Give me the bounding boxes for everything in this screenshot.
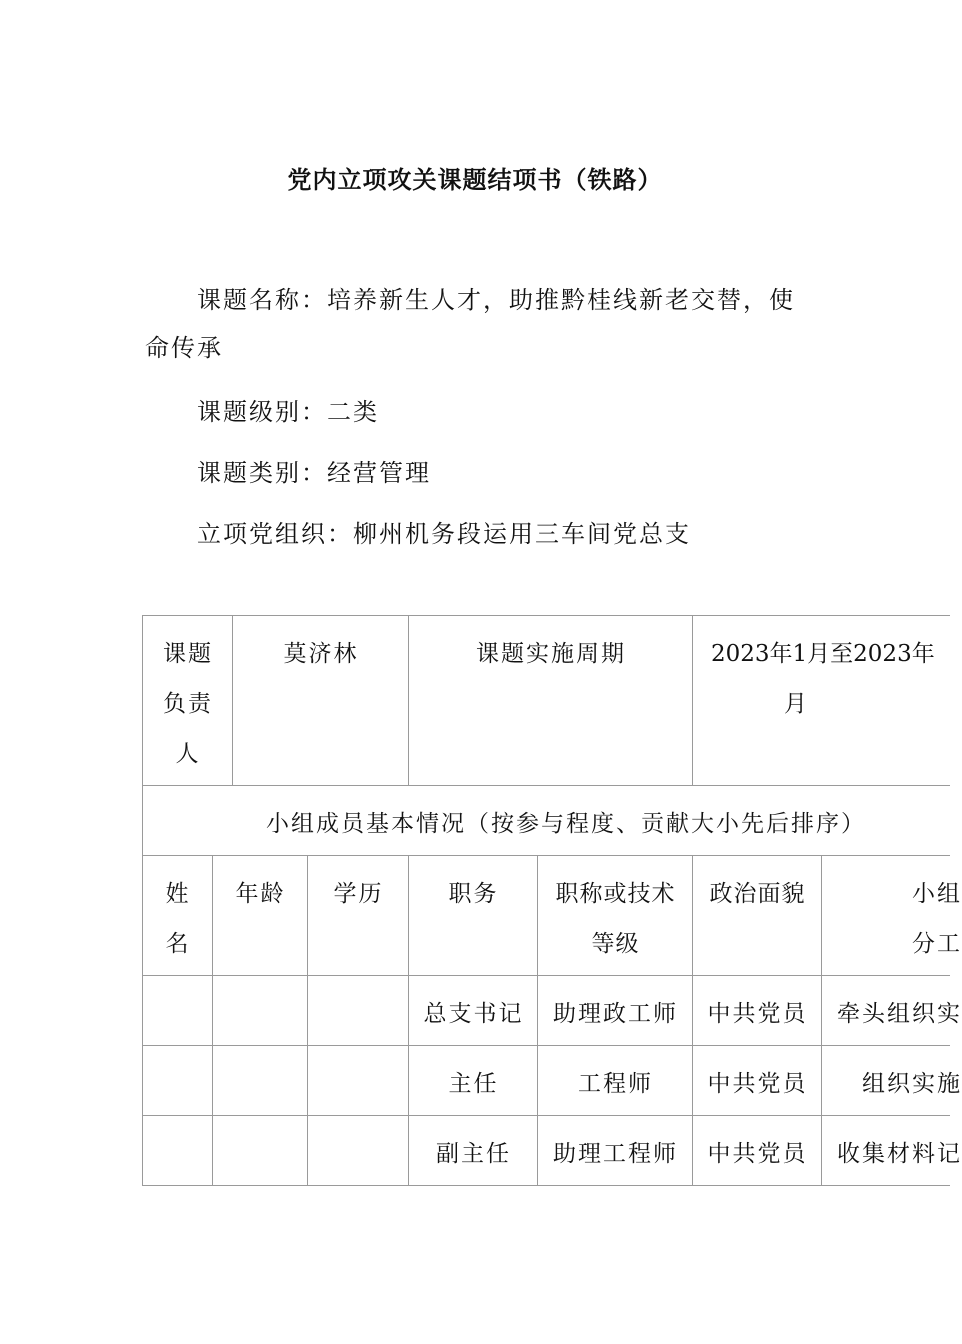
leader-name: 莫济林: [283, 641, 359, 667]
header-name-line: 姓: [165, 881, 191, 907]
cell-role-text: 组织实施: [862, 1071, 962, 1097]
header-name: [142, 855, 213, 976]
header-age: [212, 855, 308, 976]
cell-age: [212, 1045, 308, 1116]
leader-label-line: 人: [175, 741, 201, 767]
members-heading-cell: [142, 785, 950, 856]
header-role-line: 小组: [912, 881, 962, 907]
header-position-label: 职务: [448, 881, 499, 907]
project-party-org: 立项党组织：柳州机务段运用三车间党总支: [197, 520, 691, 548]
cell-political: [692, 1115, 822, 1186]
topic-level: 课题级别：二类: [197, 398, 379, 426]
cell-education: [307, 1045, 409, 1116]
cell-political-text: 中共党员: [707, 1001, 808, 1027]
cell-position-text: 主任: [448, 1071, 499, 1097]
cell-political-text: 中共党员: [707, 1141, 808, 1167]
cell-position: [408, 1115, 538, 1186]
period-label: 课题实施周期: [476, 641, 626, 667]
cell-political: [692, 1045, 822, 1116]
cell-education: [307, 975, 409, 1046]
cell-name: [142, 975, 213, 1046]
cell-role: [821, 975, 962, 1046]
header-title-line: 职称或技术: [555, 881, 676, 907]
header-position: [408, 855, 538, 976]
members-heading: 小组成员基本情况（按参与程度、贡献大小先后排序）: [266, 811, 866, 837]
header-education-label: 学历: [333, 881, 384, 907]
document-title: 党内立项攻关课题结项书（铁路）: [287, 165, 663, 194]
cell-title-text: 助理工程师: [553, 1141, 678, 1167]
cell-position: [408, 1045, 538, 1116]
cell-role-text: 牵头组织实: [837, 1001, 962, 1027]
header-role-line: 分工: [912, 931, 962, 957]
header-title-line: 等级: [591, 931, 640, 957]
cell-title: [537, 975, 693, 1046]
cell-title: [537, 1115, 693, 1186]
period-label-cell: [408, 615, 693, 786]
topic-name-line-1: 课题名称：培养新生人才，助推黔桂线新老交替，使: [197, 286, 795, 314]
cell-role-text: 收集材料记: [837, 1141, 962, 1167]
cell-political: [692, 975, 822, 1046]
header-political-label: 政治面貌: [709, 881, 806, 907]
cell-age: [212, 1115, 308, 1186]
leader-name-cell: [232, 615, 409, 786]
topic-name-line-2: 命传承: [145, 334, 223, 362]
cell-name: [142, 1115, 213, 1186]
cell-title: [537, 1045, 693, 1116]
cell-role: [821, 1045, 962, 1116]
header-role: [821, 855, 962, 976]
topic-category: 课题类别：经营管理: [197, 459, 431, 487]
cell-title-text: 助理政工师: [553, 1001, 678, 1027]
cell-name: [142, 1045, 213, 1116]
leader-label-line: 负责: [163, 691, 213, 717]
cell-role: [821, 1115, 962, 1186]
period-value-line: 月: [784, 691, 807, 717]
header-title: [537, 855, 693, 976]
cell-title-text: 工程师: [578, 1071, 653, 1097]
period-value-cell: [692, 615, 950, 786]
cell-position-text: 副主任: [436, 1141, 511, 1167]
leader-label-cell: [142, 615, 233, 786]
period-value-line: 2023年1月至2023年: [711, 641, 935, 667]
cell-position: [408, 975, 538, 1046]
header-name-line: 名: [165, 931, 191, 957]
cell-age: [212, 975, 308, 1046]
cell-education: [307, 1115, 409, 1186]
cell-political-text: 中共党员: [707, 1071, 808, 1097]
leader-label-line: 课题: [163, 641, 213, 667]
header-age-label: 年龄: [235, 881, 286, 907]
header-education: [307, 855, 409, 976]
cell-position-text: 总支书记: [423, 1001, 524, 1027]
header-political: [692, 855, 822, 976]
